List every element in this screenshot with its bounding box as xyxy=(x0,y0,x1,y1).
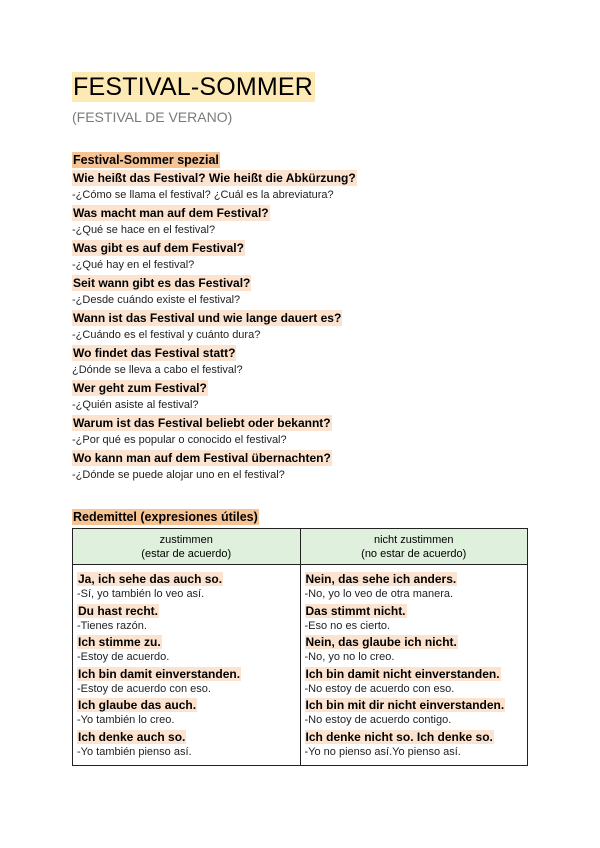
column-header-disagree xyxy=(300,529,528,565)
question-de: Was macht man auf dem Festival? xyxy=(73,206,269,220)
list-item xyxy=(72,309,528,344)
phrase-es: -Tienes razón. xyxy=(77,619,147,632)
phrase-de: Ich stimme zu. xyxy=(78,635,161,649)
phrase-es: -No estoy de acuerdo contigo. xyxy=(304,714,452,726)
column-header-es: (no estar de acuerdo) xyxy=(361,548,467,560)
question-de: Wo kann man auf dem Festival übernachten? xyxy=(73,451,331,465)
list-item xyxy=(72,449,528,484)
phrase-de: Ich denke nicht so. Ich denke so. xyxy=(305,729,493,744)
question-list xyxy=(72,169,528,484)
question-de: Wo findet das Festival statt? xyxy=(73,346,236,360)
page-title: FESTIVAL-SOMMER xyxy=(73,73,314,101)
question-de: Was gibt es auf dem Festival? xyxy=(73,241,244,255)
phrase-es: -No estoy de acuerdo con eso. xyxy=(304,682,455,695)
list-item xyxy=(72,414,528,449)
table-row xyxy=(73,565,528,766)
phrase-de: Ich bin damit einverstanden. xyxy=(78,666,241,681)
answer-es: -¿Cuándo es el festival y cuánto dura? xyxy=(72,329,261,341)
answer-es: -¿Quién asiste al festival? xyxy=(72,399,199,411)
list-item xyxy=(72,379,528,414)
phrase-es: -Yo también pienso así. xyxy=(77,745,192,758)
section-festival-questions xyxy=(72,151,528,484)
section-redemittel xyxy=(72,508,528,766)
phrase-de: Nein, das sehe ich anders. xyxy=(305,572,457,586)
question-de: Wann ist das Festival und wie lange dauert es? xyxy=(73,311,342,325)
document-page xyxy=(72,72,528,766)
phrase-de: Ja, ich sehe das auch so. xyxy=(78,572,223,586)
question-de: Seit wann gibt es das Festival? xyxy=(73,276,251,290)
phrases-table xyxy=(72,528,528,766)
question-de: Wer geht zum Festival? xyxy=(73,381,207,395)
list-item xyxy=(72,239,528,274)
answer-es: -¿Dónde se puede alojar uno en el festival? xyxy=(72,469,285,481)
answer-es: -¿Desde cuándo existe el festival? xyxy=(72,294,241,306)
phrase-es: -Yo no pienso así.Yo pienso así. xyxy=(304,745,461,758)
column-header-de: nicht zustimmen xyxy=(374,534,454,546)
question-de: Wie heißt das Festival? Wie heißt die Abkürzung? xyxy=(73,171,356,185)
phrase-de: Ich bin mit dir nicht einverstanden. xyxy=(305,698,505,712)
answer-es: -¿Qué se hace en el festival? xyxy=(72,224,216,236)
column-header-agree xyxy=(73,529,301,565)
column-header-es: (estar de acuerdo) xyxy=(141,548,232,560)
answer-es: -¿Cómo se llama el festival? ¿Cuál es la abreviatura? xyxy=(72,189,334,201)
column-header-de: zustimmen xyxy=(159,534,213,546)
phrase-de: Ich bin damit nicht einverstanden. xyxy=(305,666,500,681)
section-heading: Festival-Sommer spezial xyxy=(73,153,219,167)
phrase-de: Du hast recht. xyxy=(78,603,159,618)
answer-es: -¿Qué hay en el festival? xyxy=(72,259,195,271)
agree-phrases-cell xyxy=(73,565,301,766)
phrase-es: -Sí, yo también lo veo así. xyxy=(77,588,205,600)
phrase-de: Ich glaube das auch. xyxy=(78,698,197,712)
phrase-es: -No, yo no lo creo. xyxy=(304,651,395,663)
list-item xyxy=(72,204,528,239)
page-subtitle: (FESTIVAL DE VERANO) xyxy=(72,109,233,125)
phrase-de: Nein, das glaube ich nicht. xyxy=(305,635,457,649)
list-item xyxy=(72,344,528,379)
question-de: Warum ist das Festival beliebt oder bekannt? xyxy=(73,416,331,430)
answer-es: ¿Dónde se lleva a cabo el festival? xyxy=(72,364,243,376)
phrase-es: -Yo también lo creo. xyxy=(77,714,175,726)
phrase-de: Ich denke auch so. xyxy=(78,729,186,744)
answer-es: -¿Por qué es popular o conocido el festival? xyxy=(72,434,287,446)
phrase-es: -Estoy de acuerdo. xyxy=(77,651,170,663)
table-header-row xyxy=(73,529,528,565)
list-item xyxy=(72,169,528,204)
section-heading: Redemittel (expresiones útiles) xyxy=(73,510,258,524)
list-item xyxy=(72,274,528,309)
phrase-es: -No, yo lo veo de otra manera. xyxy=(304,588,454,600)
phrase-es: -Eso no es cierto. xyxy=(304,619,391,632)
disagree-phrases-cell xyxy=(300,565,528,766)
phrase-es: -Estoy de acuerdo con eso. xyxy=(77,682,211,695)
phrase-de: Das stimmt nicht. xyxy=(305,603,406,618)
